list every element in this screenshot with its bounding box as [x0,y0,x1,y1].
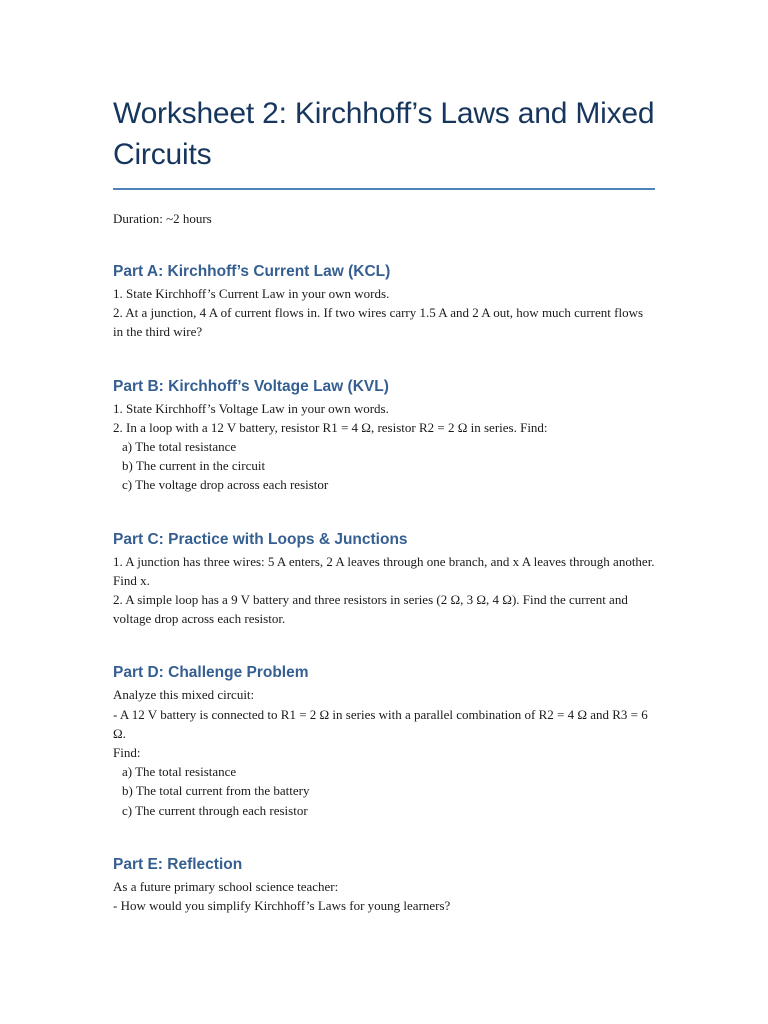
sub-question-line: b) The total current from the battery [122,783,310,799]
section-heading: Part D: Challenge Problem [113,664,309,682]
question-line: Find: [113,745,141,761]
question-line: 1. A junction has three wires: 5 A enters, 2 A leaves through one branch, and x A leaves through another. Find x. [113,553,655,588]
question-line: 2. In a loop with a 12 V battery, resistor R1 = 4 Ω, resistor R2 = 2 Ω in series. Find: [113,419,548,435]
worksheet-page [113,93,655,915]
duration-text: Duration: ~2 hours [113,211,212,226]
section-part-a [113,261,655,342]
section-part-c [113,529,655,629]
section-heading: Part E: Reflection [113,855,243,873]
sub-question-line: a) The total resistance [122,439,237,455]
section-part-e [113,854,655,915]
sub-question-line: b) The current in the circuit [122,458,266,474]
section-part-d [113,662,655,819]
sub-question-line: c) The voltage drop across each resistor [122,477,329,493]
sub-question-line: c) The current through each resistor [122,802,308,818]
question-line: 2. At a junction, 4 A of current flows in. If two wires carry 1.5 A and 2 A out, how much current flows in the third wire? [113,305,644,340]
question-line: 1. State Kirchhoff’s Voltage Law in your own words. [113,400,389,416]
question-line: - How would you simplify Kirchhoff’s Laws for young learners? [113,898,451,914]
sub-question-line: a) The total resistance [122,764,237,780]
question-line: 1. State Kirchhoff’s Current Law in your own words. [113,286,390,301]
section-part-b [113,376,655,495]
question-line: 2. A simple loop has a 9 V battery and three resistors in series (2 Ω, 3 Ω, 4 Ω). Find the current and voltage drop across each resistor. [113,592,628,627]
question-line: - A 12 V battery is connected to R1 = 2 Ω in series with a parallel combination of R2 = 4 Ω and R3 = 6 Ω. [113,706,648,741]
title-divider [113,188,655,190]
section-heading: Part A: Kirchhoff’s Current Law (KCL) [113,263,391,280]
question-line: Analyze this mixed circuit: [113,687,255,703]
section-heading: Part B: Kirchhoff’s Voltage Law (KVL) [113,377,389,395]
question-line: As a future primary school science teacher: [113,878,339,894]
section-heading: Part C: Practice with Loops & Junctions [113,530,408,548]
page-title: Worksheet 2: Kirchhoff’s Laws and Mixed Circuits [113,97,655,171]
